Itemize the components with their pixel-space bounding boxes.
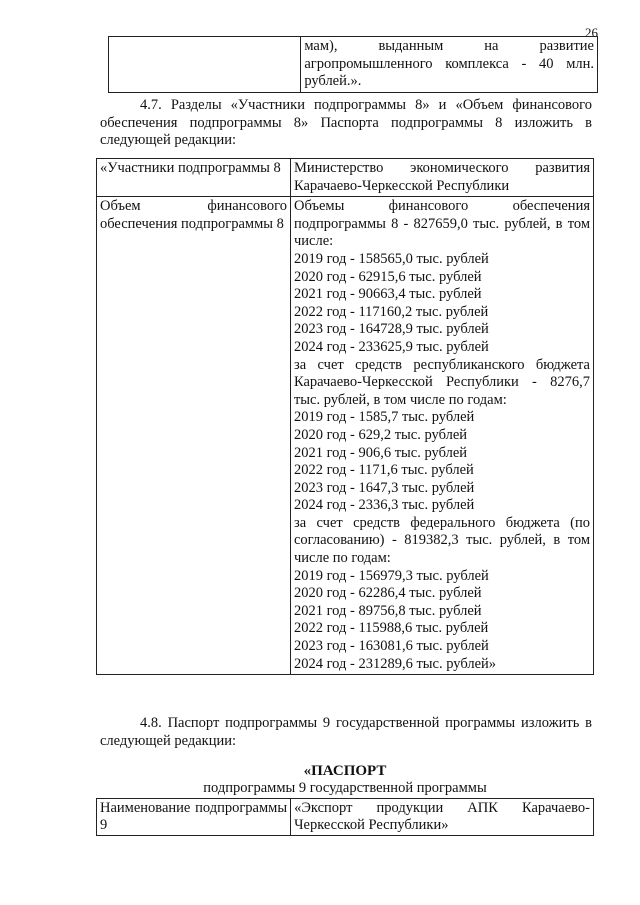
funding-year-line: 2020 год - 62915,6 тыс. рублей xyxy=(293,268,482,285)
empty-cell xyxy=(109,37,301,93)
federal-year-line: 2021 год - 89756,8 тыс. рублей xyxy=(293,602,482,619)
funding-year-line: 2021 год - 90663,4 тыс. рублей xyxy=(293,286,482,303)
regional-year-line: 2022 год - 1171,6 тыс. рублей xyxy=(293,462,474,479)
regional-year-line: 2024 год - 2336,3 тыс. рублей xyxy=(293,497,475,514)
funding-value xyxy=(290,197,593,675)
paragraph-4-8: 4.8. Паспорт подпрограммы 9 государственной программы изложить в следующей редакции: xyxy=(100,715,592,749)
paragraph-4-7: 4.7. Разделы «Участники подпрограммы 8» и «Объем финансового обеспечения подпрограммы 8» Паспорта подпрограммы 8 изложить в следующей редакции: xyxy=(100,97,592,148)
table-row-participants xyxy=(97,159,594,197)
funding-total-text: Объемы финансового обеспечения подпрограммы 8 - 827659,0 тыс. рублей, в том числе: xyxy=(293,198,590,250)
federal-year-line: 2020 год - 62286,4 тыс. рублей xyxy=(293,585,482,602)
federal-year-line: 2019 год - 156979,3 тыс. рублей xyxy=(293,567,489,584)
funding-year-line: 2019 год - 158565,0 тыс. рублей xyxy=(293,250,489,267)
federal-year-line: 2024 год - 231289,6 тыс. рублей» xyxy=(293,655,497,672)
table-row-name xyxy=(97,799,594,836)
funding-label: Объем финансового обеспечения подпрограммы 8 xyxy=(97,197,291,675)
subprogram-name-value: «Экспорт продукции АПК Карачаево-Черкесской Республики» xyxy=(291,799,594,836)
funding-year-line: 2023 год - 164728,9 тыс. рублей xyxy=(293,321,489,338)
subprogram-name-label: Наименование подпрограммы 9 xyxy=(97,799,291,836)
regional-year-line: 2020 год - 629,2 тыс. рублей xyxy=(293,426,468,443)
passport-table xyxy=(96,798,594,836)
table-row xyxy=(109,37,598,93)
funding-year-line: 2024 год - 233625,9 тыс. рублей xyxy=(293,338,489,355)
participants-label: «Участники подпрограммы 8 xyxy=(97,159,291,197)
regional-year-line: 2023 год - 1647,3 тыс. рублей xyxy=(293,479,475,496)
previous-table-end xyxy=(108,36,598,93)
page-number: 26 xyxy=(585,25,598,40)
regional-budget-text: за счет средств республиканского бюджета Карачаево-Черкесской Республики - 8276,7 тыс. рублей, в том числе по годам: xyxy=(293,356,590,408)
federal-year-line: 2023 год - 163081,6 тыс. рублей xyxy=(293,638,489,655)
regional-year-line: 2019 год - 1585,7 тыс. рублей xyxy=(293,409,475,426)
participants-value: Министерство экономического развития Карачаево-Черкесской Республики xyxy=(290,159,593,197)
funding-year-line: 2022 год - 117160,2 тыс. рублей xyxy=(293,303,489,320)
subprogram-8-table xyxy=(96,158,594,675)
regional-year-line: 2021 год - 906,6 тыс. рублей xyxy=(293,444,468,461)
passport-subtitle: подпрограммы 9 государственной программы xyxy=(203,780,487,796)
passport-title: «ПАСПОРТ xyxy=(303,763,387,779)
table-cell-text: мам), выданным на развитие агропромышленного комплекса - 40 млн. рублей.». xyxy=(301,37,598,93)
federal-year-line: 2022 год - 115988,6 тыс. рублей xyxy=(293,620,489,637)
table-row-funding xyxy=(97,197,594,675)
federal-budget-text: за счет средств федерального бюджета (по согласованию) - 819382,3 тыс. рублей, в том числе по годам: xyxy=(293,514,590,567)
